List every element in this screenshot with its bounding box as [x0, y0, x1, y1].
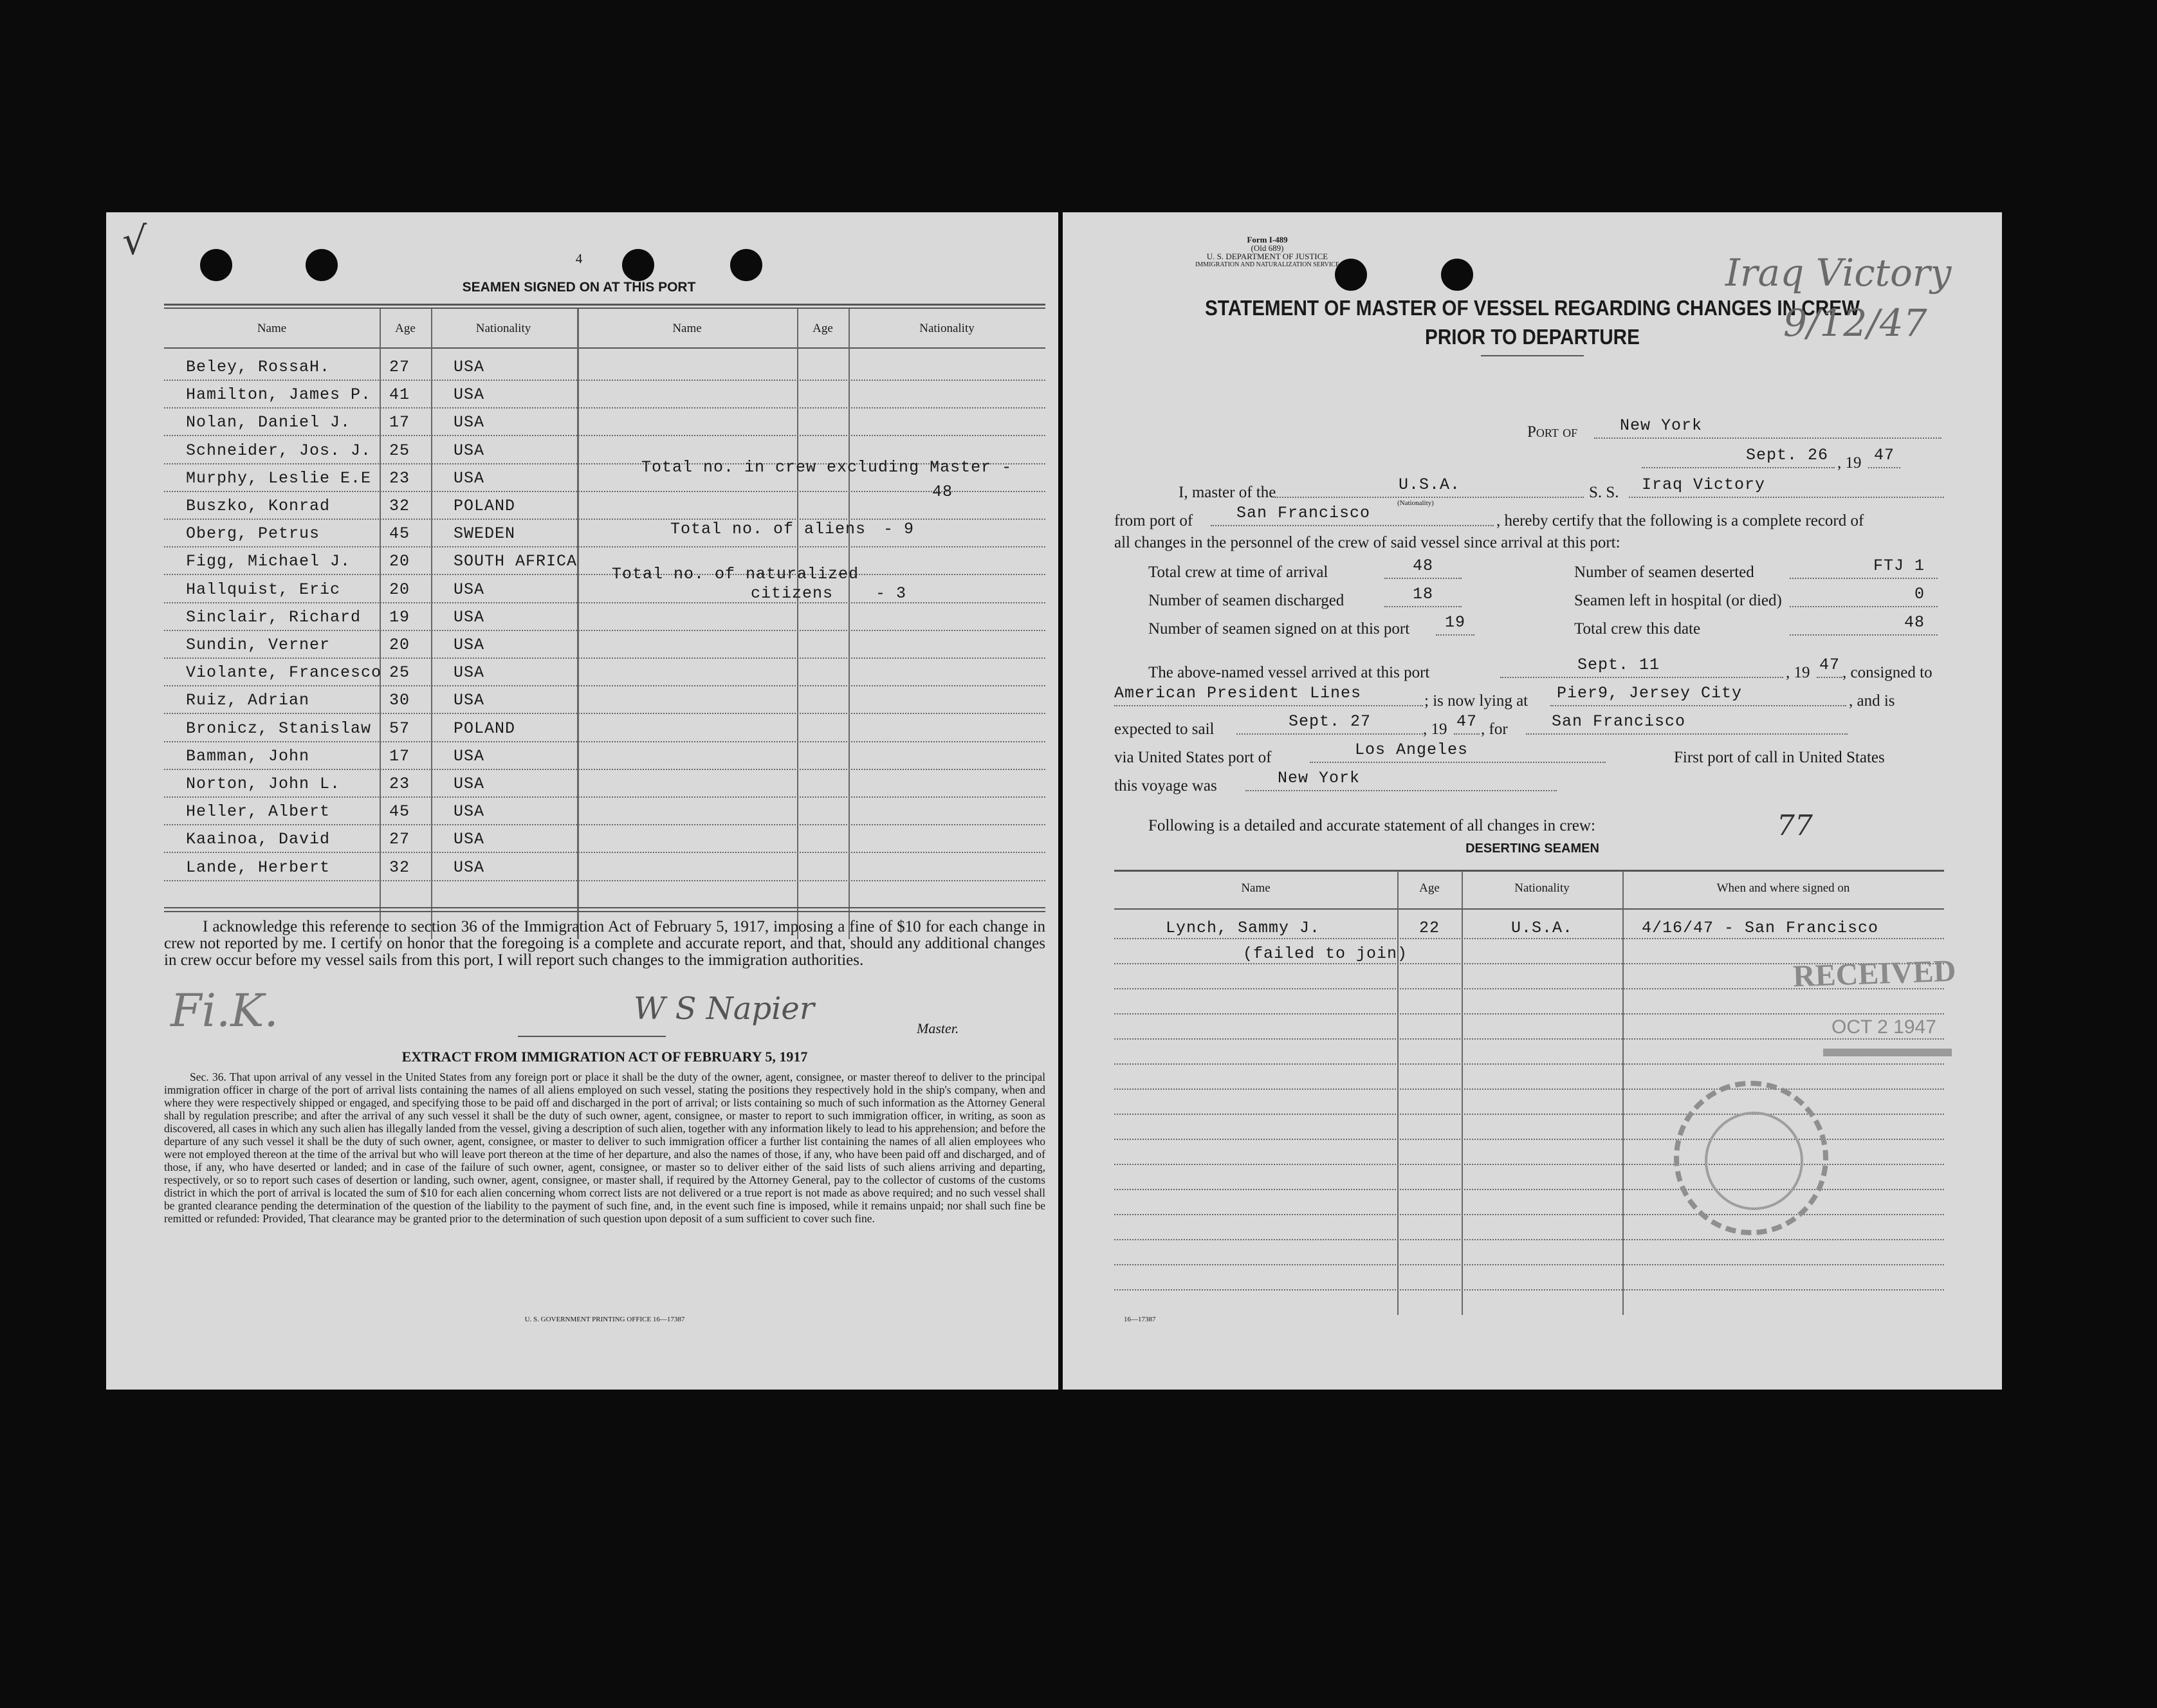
crew-age: 45 — [389, 524, 410, 543]
row-rule — [164, 435, 1045, 436]
crew-name: Murphy, Leslie E.E — [186, 469, 372, 488]
crew-age: 20 — [389, 552, 410, 571]
form-subtitle: PRIOR TO DEPARTURE — [1425, 325, 1640, 349]
year-value: 47 — [1873, 446, 1895, 464]
crew-age: 27 — [389, 358, 410, 376]
crew-age: 57 — [389, 719, 410, 738]
from-port-label: from port of — [1114, 512, 1193, 529]
row-rule — [1114, 1239, 1944, 1240]
page-number: 4 — [575, 251, 583, 266]
crew-age: 17 — [389, 413, 410, 432]
row-rule — [164, 852, 1045, 853]
arrived-field — [1500, 657, 1783, 678]
arrived-value: Sept. 11 — [1577, 656, 1660, 674]
total-naturalized-label: Total no. of naturalized — [612, 565, 859, 583]
nationality-field — [1275, 477, 1584, 498]
column-line — [577, 309, 579, 939]
row-rule — [1114, 1114, 1944, 1115]
total-naturalized-label-2: citizens — [751, 584, 834, 603]
crew-name: Bronicz, Stanislaw — [186, 719, 372, 738]
row-rule — [164, 769, 1045, 770]
crew-name: Sinclair, Richard — [186, 608, 362, 627]
deserted-field — [1790, 558, 1938, 579]
printer-credit: U. S. GOVERNMENT PRINTING OFFICE 16—17387 — [524, 1316, 685, 1323]
signed-on-field — [1436, 615, 1474, 636]
check-mark: √ — [122, 219, 147, 264]
crew-age: 23 — [389, 775, 410, 793]
row-rule — [164, 713, 1045, 714]
left-page — [106, 212, 1058, 1390]
row-rule — [1114, 938, 1944, 939]
form-number: Form I-489 — [1247, 235, 1288, 244]
nationality-caption: (Nationality) — [1397, 499, 1434, 507]
column-line — [380, 309, 381, 939]
crew-name: Hamilton, James P. — [186, 385, 372, 404]
first-port-field — [1245, 771, 1557, 791]
table-rule — [164, 911, 1045, 912]
lying-field — [1550, 686, 1846, 706]
total-crew-label: Total no. in crew excluding Master - — [641, 458, 1013, 477]
first-port-label: First port of call in United States — [1674, 749, 1885, 766]
page-heading: SEAMEN SIGNED ON AT THIS PORT — [462, 280, 696, 295]
date-value: Sept. 26 — [1745, 446, 1828, 464]
crew-name: Sundin, Verner — [186, 636, 331, 654]
column-line — [431, 309, 432, 939]
header-nationality-2: Nationality — [919, 322, 975, 335]
service: IMMIGRATION AND NATURALIZATION SERVICE — [1195, 261, 1339, 268]
crew-nationality: USA — [454, 441, 485, 460]
crew-nationality: USA — [454, 580, 485, 599]
total-crew-value: 48 — [932, 482, 953, 501]
row-rule — [1114, 1264, 1944, 1265]
total-today-value: 48 — [1904, 613, 1925, 632]
hospital-value: 0 — [1914, 585, 1925, 603]
crew-nationality: USA — [454, 858, 485, 877]
lying-label: ; is now lying at — [1424, 692, 1528, 710]
sail-label: expected to sail — [1114, 721, 1215, 738]
crew-name: Oberg, Petrus — [186, 524, 320, 543]
row-rule — [1114, 1063, 1944, 1065]
total-arrival-label: Total crew at time of arrival — [1148, 564, 1328, 581]
crew-nationality: USA — [454, 385, 485, 404]
consignee-value: American President Lines — [1114, 684, 1362, 702]
deserter-age: 22 — [1418, 919, 1440, 937]
extract-section — [164, 1070, 1045, 1225]
handwritten-vessel: Iraq Victory — [1725, 251, 1952, 295]
via-field — [1310, 742, 1606, 763]
crew-nationality: SOUTH AFRICA — [454, 552, 578, 571]
ss-label: S. S. — [1589, 484, 1619, 501]
discharged-field — [1384, 587, 1462, 607]
punch-hole — [1441, 259, 1473, 291]
following-label: Following is a detailed and accurate statement of all changes in crew: — [1148, 817, 1595, 834]
via-value: Los Angeles — [1355, 740, 1469, 759]
deserting-heading: DESERTING SEAMEN — [1465, 841, 1599, 856]
crew-name: Kaainoa, David — [186, 830, 331, 849]
crew-age: 17 — [389, 747, 410, 766]
header-signed-on: When and where signed on — [1716, 881, 1850, 895]
port-label: Port of — [1527, 423, 1578, 441]
row-rule — [164, 630, 1045, 631]
consigned-label: , consigned to — [1842, 664, 1932, 681]
crew-nationality: USA — [454, 663, 485, 682]
row-rule — [164, 657, 1045, 659]
heading-rule — [164, 308, 1045, 309]
extract-text: Sec. 36. That upon arrival of any vessel in the United States from any foreign port or place it shall be the duty of the owner, agent, consignee, or master thereof to deliver to the principal immigration officer in charge of the port of arrival lists containing the names of all aliens employed on such vessel, stating the positions they respectively hold in the ship's company, when and where they were respectively shipped or engaged, and specifying those to be paid off and discharged in the port of arrival; or lists containing so much of such information as the Attorney General shall by regulation prescribe; and after the arrival of any such vessel it shall be the duty of such owner, agent, consignee, or master to report to such immigration officer, in writing, as soon as discovered, all cases in which any such alien has illegally landed from the vessel, giving a description of such alien, together with any information likely to lead to his apprehension; and before the departure of any such vessel it shall be the duty of such owner, agent, consignee, or master to deliver to such immigration officer a further list containing the names of all alien employees who were not employed thereon at the time of the arrival but who will leave port thereon at the time of her departure, and also the names of those, if any, who have been paid off and discharged, and of those, if any, who have deserted or landed; and in case of the failure of such owner, agent, consignee, or master so to deliver either of the said lists of such aliens arriving and departing, respectively, or so to report such cases of desertion or landing, such owner, agent, consignee, or master shall, if required by the Attorney General, pay to the collector of customs of the customs district in which the port of arrival is located the sum of $10 for each alien concerning whom correct lists are not delivered or a true report is not made as above required; and no such vessel shall be granted clearance pending the determination of the question of the liability to the payment of such fine, and, in the event such fine is imposed, while it remains unpaid; nor shall such fine be remitted or refunded: Provided, That clearance may be granted prior to the determination of such question upon deposit of a sum sufficient to cover such fine. — [164, 1070, 1045, 1225]
header-name-2: Name — [672, 322, 702, 335]
sail-field — [1236, 714, 1423, 735]
destination-field — [1526, 714, 1848, 735]
row-rule — [164, 741, 1045, 742]
title-rule — [1481, 355, 1584, 356]
signed-on-value: 19 — [1444, 613, 1465, 632]
crew-nationality: USA — [454, 608, 485, 627]
crew-nationality: USA — [454, 747, 485, 766]
crew-nationality: USA — [454, 691, 485, 710]
row-rule — [164, 380, 1045, 381]
date-field — [1642, 448, 1835, 468]
arrived-year-prefix: , 19 — [1786, 664, 1810, 681]
year-field — [1868, 448, 1900, 468]
stamp-bar — [1823, 1049, 1952, 1056]
discharged-value: 18 — [1412, 585, 1433, 603]
vessel-value: Iraq Victory — [1642, 475, 1766, 494]
hospital-label: Seamen left in hospital (or died) — [1574, 592, 1782, 609]
header-name: Name — [257, 322, 287, 335]
column-line — [849, 309, 850, 939]
table-rule — [164, 907, 1045, 908]
certify-text: , hereby certify that the following is a complete record of — [1496, 512, 1864, 529]
row-rule — [1114, 1289, 1944, 1290]
deserter-note: (failed to join) — [1243, 944, 1408, 963]
signature-line — [518, 1036, 666, 1037]
handwritten-count: 77 — [1777, 809, 1813, 842]
extract-title: EXTRACT FROM IMMIGRATION ACT OF FEBRUARY 5, 1917 — [401, 1049, 808, 1065]
discharged-label: Number of seamen discharged — [1148, 592, 1345, 609]
voyage-label: this voyage was — [1114, 777, 1217, 794]
total-naturalized-value: - 3 — [876, 584, 907, 603]
table-header-rule — [1114, 908, 1944, 910]
master-label: Master. — [917, 1020, 959, 1036]
total-arrival-value: 48 — [1412, 556, 1433, 575]
crew-age: 20 — [389, 636, 410, 654]
total-today-field — [1790, 615, 1938, 636]
deserter-signed-on: 4/16/47 - San Francisco — [1642, 919, 1879, 937]
crew-name: Buszko, Konrad — [186, 497, 331, 515]
form-code: 16—17387 — [1124, 1316, 1156, 1323]
certify-text-2: all changes in the personnel of the crew of said vessel since arrival at this port: — [1114, 534, 1620, 551]
header-rule — [164, 347, 1045, 349]
crew-nationality: USA — [454, 802, 485, 821]
destination-value: San Francisco — [1552, 712, 1686, 731]
arrived-label: The above-named vessel arrived at this port — [1148, 664, 1430, 681]
total-today-label: Total crew this date — [1574, 620, 1701, 638]
nationality-value: U.S.A. — [1398, 475, 1460, 494]
master-of-label: I, master of the — [1179, 484, 1276, 501]
crew-nationality: POLAND — [454, 497, 516, 515]
sail-year-prefix: , 19 — [1423, 721, 1447, 738]
crew-age: 20 — [389, 580, 410, 599]
row-rule — [1114, 1038, 1944, 1040]
crew-age: 25 — [389, 663, 410, 682]
crew-name: Nolan, Daniel J. — [186, 413, 351, 432]
crew-name: Beley, RossaH. — [186, 358, 331, 376]
acknowledgement-text: I acknowledge this reference to section 36 of the Immigration Act of February 5, 1917, imposing a fine of $10 for each change in crew not reported by me. I certify on honor that the foregoing is a complete and accurate report, and that, should any additional changes in crew occur before my vessel sails from this port, I will report such changes to the immigration authorities. — [164, 918, 1045, 969]
crew-nationality: USA — [454, 469, 485, 488]
form-old: (Old 689) — [1251, 243, 1284, 253]
header-name: Name — [1241, 881, 1271, 895]
department: U. S. DEPARTMENT OF JUSTICE — [1206, 252, 1328, 261]
lying-value: Pier9, Jersey City — [1557, 684, 1743, 702]
crew-nationality: USA — [454, 358, 485, 376]
crew-name: Violante, Francesco — [186, 663, 382, 682]
deserted-label: Number of seamen deserted — [1574, 564, 1754, 581]
crew-nationality: USA — [454, 413, 485, 432]
crew-age: 23 — [389, 469, 410, 488]
sail-year-field — [1454, 714, 1480, 735]
row-rule — [164, 796, 1045, 798]
crew-nationality: USA — [454, 775, 485, 793]
for-label: , for — [1481, 721, 1508, 738]
crew-age: 27 — [389, 830, 410, 849]
handwritten-date: 9/12/47 — [1783, 301, 1927, 345]
consignee-field — [1114, 686, 1423, 706]
received-date-stamp: OCT 2 1947 — [1831, 1016, 1936, 1038]
total-aliens-value: - 9 — [883, 520, 915, 538]
crew-age: 30 — [389, 691, 410, 710]
sail-value: Sept. 27 — [1288, 712, 1372, 731]
crew-age: 25 — [389, 441, 410, 460]
first-port-value: New York — [1278, 769, 1361, 787]
header-nationality: Nationality — [475, 322, 531, 335]
row-rule — [164, 491, 1045, 492]
arrived-year-value: 47 — [1819, 656, 1840, 674]
crew-age: 32 — [389, 497, 410, 515]
crew-name: Norton, John L. — [186, 775, 341, 793]
crew-name: Bamman, John — [186, 747, 310, 766]
deserter-name: Lynch, Sammy J. — [1166, 919, 1321, 937]
form-title: STATEMENT OF MASTER OF VESSEL REGARDING CHANGES IN CREW — [1204, 296, 1860, 320]
deserted-value: FTJ 1 — [1873, 556, 1925, 575]
row-rule — [164, 685, 1045, 686]
crew-nationality: SWEDEN — [454, 524, 516, 543]
row-rule — [1114, 1013, 1944, 1015]
master-signature: W S Napier — [634, 991, 814, 1027]
received-stamp: RECEIVED — [1792, 953, 1957, 994]
total-arrival-field — [1384, 558, 1462, 579]
row-rule — [1114, 1214, 1944, 1215]
table-top-rule — [1114, 870, 1944, 872]
and-is-label: , and is — [1849, 692, 1895, 710]
port-value: New York — [1620, 416, 1703, 435]
right-page — [1063, 212, 2002, 1390]
crew-nationality: USA — [454, 636, 485, 654]
header-age: Age — [395, 322, 416, 335]
header-age-2: Age — [812, 322, 833, 335]
crew-name: Hallquist, Eric — [186, 580, 341, 599]
header-age: Age — [1419, 881, 1440, 895]
crew-name: Schneider, Jos. J. — [186, 441, 372, 460]
hospital-field — [1790, 587, 1938, 607]
crew-name: Figg, Michael J. — [186, 552, 351, 571]
column-line — [797, 309, 798, 939]
crew-age: 41 — [389, 385, 410, 404]
circular-stamp — [1674, 1081, 1828, 1235]
row-rule — [164, 602, 1045, 603]
crew-name: Lande, Herbert — [186, 858, 331, 877]
crew-age: 32 — [389, 858, 410, 877]
crew-nationality: POLAND — [454, 719, 516, 738]
header-nationality: Nationality — [1514, 881, 1570, 895]
vessel-field — [1629, 477, 1944, 498]
form-header — [1184, 235, 1351, 269]
crew-name: Heller, Albert — [186, 802, 331, 821]
from-port-field — [1211, 506, 1494, 526]
from-port-value: San Francisco — [1236, 504, 1371, 522]
row-rule — [1114, 1088, 1944, 1090]
row-rule — [164, 407, 1045, 409]
year-prefix: , 19 — [1837, 454, 1862, 472]
deserter-nationality: U.S.A. — [1510, 919, 1573, 937]
crew-age: 45 — [389, 802, 410, 821]
heading-rule — [164, 304, 1045, 306]
initials: Fi.K. — [170, 984, 279, 1037]
row-rule — [164, 880, 1045, 881]
crew-nationality: USA — [454, 830, 485, 849]
row-rule — [164, 824, 1045, 825]
row-rule — [164, 546, 1045, 547]
arrived-year-field — [1817, 657, 1842, 678]
crew-name: Ruiz, Adrian — [186, 691, 310, 710]
row-rule — [164, 574, 1045, 575]
circular-stamp-inner — [1705, 1112, 1803, 1210]
crew-age: 19 — [389, 608, 410, 627]
sail-year-value: 47 — [1456, 712, 1477, 731]
port-field — [1594, 418, 1941, 439]
via-label: via United States port of — [1114, 749, 1272, 766]
total-aliens-label: Total no. of aliens — [670, 520, 867, 538]
signed-on-label: Number of seamen signed on at this port — [1148, 620, 1410, 638]
